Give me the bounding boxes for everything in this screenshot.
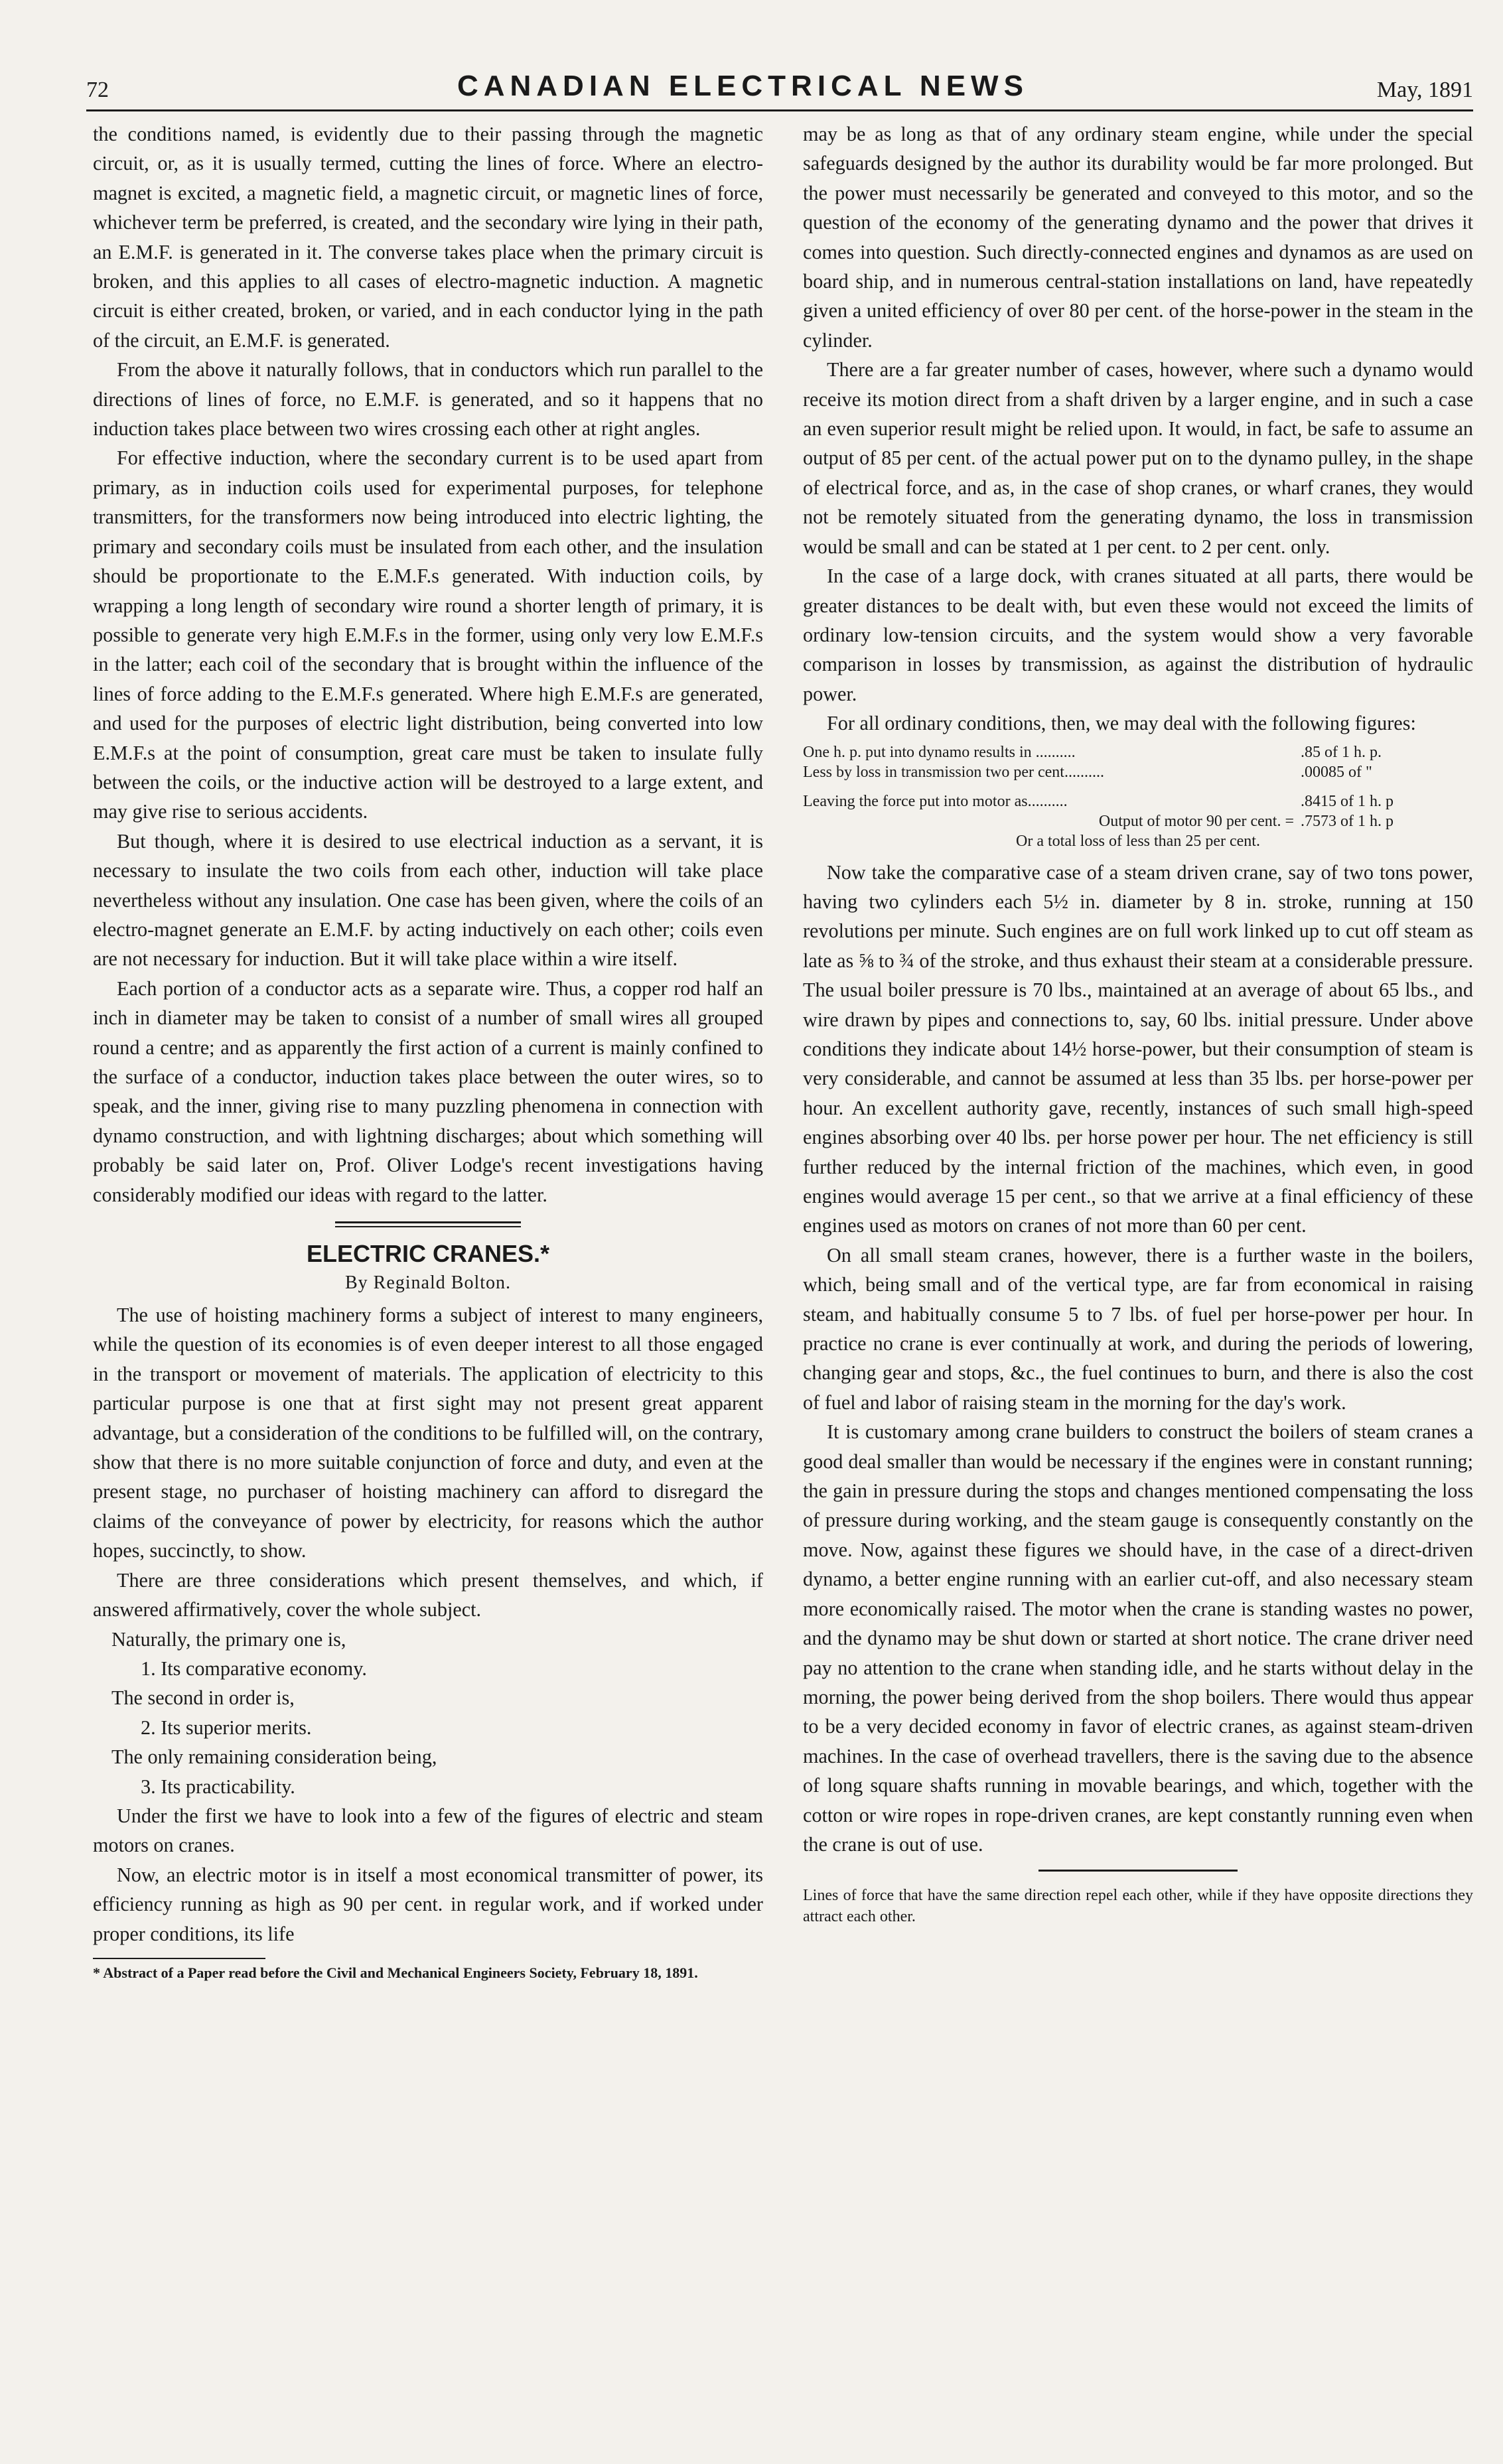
byline: By Reginald Bolton. bbox=[345, 1272, 511, 1294]
figure-description: Leaving the force put into motor as.......... bbox=[803, 792, 1068, 810]
paragraph: From the above it naturally follows, that in conductors which run parallel to the directions of lines of force, no E.M.F. is generated, and so it happens that no induction takes place between two wires crossing each other at right angles. bbox=[93, 358, 763, 441]
efficiency-figures bbox=[803, 742, 1473, 851]
figure-row bbox=[803, 811, 1473, 831]
paragraph: For all ordinary conditions, then, we may deal with the following figures: bbox=[827, 712, 1416, 735]
section-divider bbox=[1038, 1870, 1238, 1872]
paragraph: Under the first we have to look into a few of the figures of electric and steam motors on cranes. bbox=[93, 1804, 763, 1857]
issue-date: May, 1891 bbox=[1376, 78, 1473, 102]
journal-title: CANADIAN ELECTRICAL NEWS bbox=[457, 70, 1029, 102]
figure-value: .7573 of 1 h. p bbox=[1301, 812, 1394, 830]
considerations-list bbox=[93, 1625, 763, 1801]
list-line: Naturally, the primary one is, bbox=[111, 1627, 346, 1651]
figure-row bbox=[803, 791, 1473, 811]
paragraph: In the case of a large dock, with cranes situated at all parts, there would be greater distances to be dealt with, but even these would not exceed the limits of ordinary low-tension circuits, and the system would show a very favorable comparison in losses by transmission, as against the distribution of hydraulic power. bbox=[803, 565, 1473, 705]
paragraph: Now, an electric motor is in itself a most economical transmitter of power, its efficiency running as high as 90 per cent. in regular work, and if worked under proper conditions, its life bbox=[93, 1863, 763, 1945]
section-divider bbox=[335, 1221, 521, 1223]
figure-row bbox=[803, 742, 1473, 762]
list-item: 2. Its superior merits. bbox=[141, 1716, 312, 1739]
list-line: The second in order is, bbox=[111, 1686, 295, 1710]
page-header bbox=[86, 63, 1473, 111]
section-divider bbox=[335, 1226, 521, 1227]
figure-description: Output of motor 90 per cent. = bbox=[1098, 812, 1294, 830]
page-number: 72 bbox=[86, 78, 109, 102]
paragraph: It is customary among crane builders to construct the boilers of steam cranes a good deal smaller than would be necessary if the engines were in constant running; the gain in pressure during the stops and changes mentioned compensating the loss of pressure during working, and the steam gauge is consequently constantly on the move. Now, against these figures we should have, in the case of a direct-driven dynamo, a better engine running with an earlier cut-off, and also necessary steam more economically raised. The motor when the crane is standing wastes no power, and the dynamo may be shut down or started at short notice. The crane driver need pay no attention to the crane when standing idle, and he starts without delay in the morning, the power being derived from the shop boilers. There would thus appear to be a very decided economy in favor of electric cranes, as against steam-driven machines. In the case of overhead travellers, there is the saving due to the absence of long square shafts running in movable bearings, and which, together with the cotton or wire ropes in rope-driven cranes, are kept constantly running even when the crane is out of use. bbox=[803, 1420, 1473, 1856]
section-title: ELECTRIC CRANES.* bbox=[306, 1240, 550, 1268]
figure-spacer bbox=[803, 782, 1473, 791]
figure-value: .8415 of 1 h. p bbox=[1301, 792, 1394, 810]
list-item: 1. Its comparative economy. bbox=[141, 1657, 367, 1680]
list-line: The only remaining consideration being, bbox=[111, 1745, 437, 1769]
paragraph: may be as long as that of any ordinary steam engine, while under the special safeguards designed by the author its durability would be far more prolonged. But the power must necessarily be generated and conveyed to this motor, and so the question of the economy of the generating dynamo and the power that drives it comes into question. Such directly-connected engines and dynamos as are used on board ship, and in numerous central-station installations on land, have repeatedly given a united efficiency of over 80 per cent. of the horse-power in the steam in the cylinder. bbox=[803, 123, 1473, 352]
paragraph: Each portion of a conductor acts as a separate wire. Thus, a copper rod half an inch in diameter may be taken to consist of a number of small wires all grouped round a centre; and as apparently the first action of a current is mainly confined to the surface of a conductor, induction takes place between the outer wires, so to speak, and the inner, giving rise to many puzzling phenomena in connection with dynamo construction, and with lightning discharges; about which something will probably be said later on, Prof. Oliver Lodge's recent investigations having considerably modified our ideas with regard to the latter. bbox=[93, 977, 763, 1206]
footnote: * Abstract of a Paper read before the Civil and Mechanical Engineers Society, February 18, 1891. bbox=[93, 1964, 698, 1981]
paragraph: There are three considerations which present themselves, and which, if answered affirmatively, cover the whole subject. bbox=[93, 1568, 763, 1621]
list-item: 3. Its practicability. bbox=[141, 1775, 295, 1798]
figure-row bbox=[803, 762, 1473, 782]
footnote-divider bbox=[93, 1958, 265, 1959]
figure-description: Less by loss in transmission two per cent.......... bbox=[803, 763, 1104, 781]
paragraph: For effective induction, where the secondary current is to be used apart from primary, as in induction coils used for experimental purposes, for telephone transmitters, for the transformers now being introduced into electric lighting, the primary and secondary coils must be insulated from each other, and the insulation should be proportionate to the E.M.F.s generated. With induction coils, by wrapping a long length of secondary wire round a shorter length of primary, it is possible to generate very high E.M.F.s in the former, using only very low E.M.F.s in the latter; each coil of the secondary that is brought within the influence of the lines of force adding to the E.M.F.s generated. Where high E.M.F.s are generated, and used for the purposes of electric light distribution, being converted into low E.M.F.s at the point of consumption, great care must be taken to insulate fully between the coils, or the inductive action will be destroyed to a large extent, and may give rise to serious accidents. bbox=[93, 446, 763, 823]
paragraph: On all small steam cranes, however, there is a further waste in the boilers, which, being small and of the vertical type, are far from economical in raising steam, and habitually consume 5 to 7 lbs. of fuel per horse-power per hour. In practice no crane is ever continually at work, and during the periods of lowering, changing gear and stops, &c., the fuel continues to burn, and there is also the cost of fuel and labor of raising steam in the morning for the day's work. bbox=[803, 1243, 1473, 1414]
paragraph: the conditions named, is evidently due to their passing through the magnetic circuit, or, as it is usually termed, cutting the lines of force. Where an electro-magnet is excited, a magnetic field, a magnetic circuit, or magnetic lines of force, whichever term be preferred, is created, and the secondary wire lying in their path, an E.M.F. is generated in it. The converse takes place when the primary circuit is broken, and this applies to all cases of electro-magnetic induction. A magnetic circuit is either created, broken, or varied, and in each conductor lying in the path of the circuit, an E.M.F. is generated. bbox=[93, 123, 763, 352]
figure-description: One h. p. put into dynamo results in .......... bbox=[803, 743, 1076, 761]
paragraph: But though, where it is desired to use electrical induction as a servant, it is necessary to insulate the two coils from each other, induction will take place nevertheless without any insulation. One case has been given, where the coils of an electro-magnet generate an E.M.F. by acting inductively on each other; coils even are not necessary for induction. But it will take place within a wire itself. bbox=[93, 829, 763, 971]
paragraph: There are a far greater number of cases, however, where such a dynamo would receive its motion direct from a shaft driven by a larger engine, and in such a case an even superior result might be relied upon. It would, in fact, be safe to assume an output of 85 per cent. of the actual power put on to the dynamo pulley, in the shape of electrical force, and as, in the case of shop cranes, or wharf cranes, they would not be remotely situated from the generating dynamo, the loss in transmission would be small and can be stated at 1 per cent. to 2 per cent. only. bbox=[803, 358, 1473, 558]
figure-value: .85 of 1 h. p. bbox=[1301, 743, 1382, 761]
right-column bbox=[803, 119, 1473, 1927]
paragraph: Now take the comparative case of a steam driven crane, say of two tons power, having two cylinders each 5½ in. diameter by 8 in. stroke, running at 150 revolutions per minute. Such engines are on full work linked up to cut off steam as late as ⅝ to ¾ of the stroke, and thus exhaust their steam at a considerable pressure. The usual boiler pressure is 70 lbs., maintained at an average of about 65 lbs., and wire drawn by pipes and connections to, say, 60 lbs. initial pressure. Under above conditions they indicate about 14½ horse-power, but their consumption of steam is very considerable, and cannot be assumed at less than 35 lbs. per horse-power per hour. An excellent authority gave, recently, instances of such small high-speed engines absorbing over 40 lbs. per horse power per hour. The net efficiency is still further reduced by the internal friction of the machines, which even, in good engines would average 15 per cent., so that we arrive at a final efficiency of these engines used as motors on cranes of not more than 60 per cent. bbox=[803, 860, 1473, 1237]
figure-total: Or a total loss of less than 25 per cent. bbox=[1016, 832, 1260, 850]
end-note: Lines of force that have the same direction repel each other, while if they have opposite directions they attract each other. bbox=[803, 1887, 1473, 1926]
left-column bbox=[93, 119, 763, 1983]
paragraph: The use of hoisting machinery forms a subject of interest to many engineers, while the question of its economies is of even deeper interest to all those engaged in the transport or movement of materials. The application of electricity to this particular purpose is one that at first sight may not present great apparent advantage, but a consideration of the conditions to be fulfilled will, on the contrary, show that there is no more suitable conjunction of force and duty, and even at the present stage, no purchaser of hoisting machinery can afford to disregard the claims of the conveyance of power by electricity, for reasons which the author hopes, succinctly, to show. bbox=[93, 1304, 763, 1562]
figure-value: .00085 of " bbox=[1301, 763, 1372, 781]
